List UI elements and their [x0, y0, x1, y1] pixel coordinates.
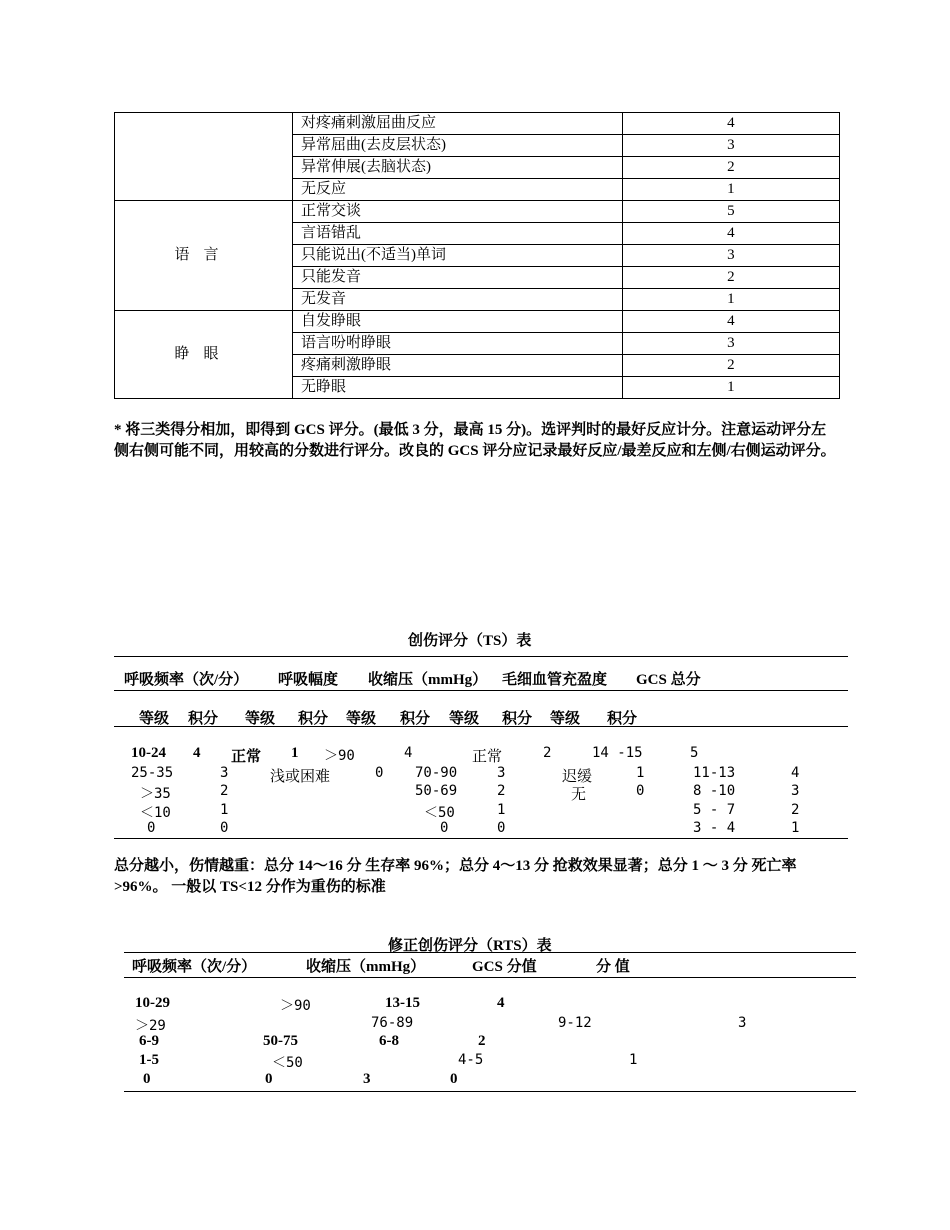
- ts-cell: 4: [404, 745, 413, 761]
- ts-cell: ＞35: [140, 786, 171, 802]
- row-desc: 异常伸展(去脑状态): [292, 157, 622, 179]
- ts-cell: 4: [791, 765, 800, 781]
- ts-sub-grade: 等级: [449, 711, 480, 727]
- ts-header-systolic: 收缩压（mmHg）: [368, 672, 488, 688]
- rts-header-gcs: GCS 分值: [472, 959, 537, 975]
- rts-cell: 2: [478, 1033, 486, 1049]
- row-desc: 无发音: [292, 289, 622, 311]
- ts-sub-score: 积分: [298, 711, 329, 727]
- rts-top-rule: [124, 952, 856, 953]
- ts-cell: 11-13: [693, 765, 736, 781]
- row-desc: 只能发音: [292, 267, 622, 289]
- gcs-note: * 将三类得分相加，即得到 GCS 评分。(最低 3 分，最高 15 分)。选评判时的最好反应计分。注意运动评分左侧右侧可能不同，用较高的分数进行评分。改良的 GCS 评分应记录最好反应/最差反应和左侧/右侧运动评分。: [114, 422, 836, 459]
- category-verbal: 语言: [115, 201, 293, 311]
- row-score: 3: [622, 333, 839, 355]
- row-desc: 语言吩咐睁眼: [292, 333, 622, 355]
- gcs-table: [114, 112, 840, 399]
- ts-cell: 1: [791, 820, 800, 836]
- ts-cell: 正常: [231, 749, 262, 765]
- row-desc: 对疼痛刺激屈曲反应: [292, 113, 622, 135]
- ts-cell: ＜10: [140, 805, 171, 821]
- ts-cell: 迟缓: [562, 769, 593, 785]
- rts-cell: ＞29: [135, 1018, 166, 1034]
- row-score: 1: [622, 289, 839, 311]
- ts-cell: 8 -10: [693, 783, 736, 799]
- ts-title: 创伤评分（TS）表: [408, 633, 532, 649]
- ts-sub-grade: 等级: [346, 711, 377, 727]
- ts-top-rule: [114, 656, 848, 657]
- category-motor: [115, 113, 293, 201]
- ts-sub-score: 积分: [607, 711, 638, 727]
- ts-cell: 1: [497, 802, 506, 818]
- rts-cell: 9-12: [558, 1015, 592, 1031]
- rts-cell: 13-15: [385, 995, 420, 1011]
- ts-sub-grade: 等级: [139, 711, 170, 727]
- rts-cell: 0: [143, 1071, 151, 1087]
- ts-header-resp-amp: 呼吸幅度: [278, 672, 339, 688]
- rts-cell: ＞90: [280, 998, 311, 1014]
- ts-cell: 4: [193, 745, 201, 761]
- ts-cell: 0: [440, 820, 449, 836]
- ts-cell: 3: [220, 765, 229, 781]
- ts-header-gcs-total: GCS 总分: [636, 672, 701, 688]
- row-score: 4: [622, 113, 839, 135]
- ts-cell: 50-69: [415, 783, 458, 799]
- rts-cell: 10-29: [135, 995, 170, 1011]
- table-row: [115, 201, 840, 223]
- rts-cell: 76-89: [371, 1015, 414, 1031]
- ts-sub-score: 积分: [400, 711, 431, 727]
- ts-cell: 0: [497, 820, 506, 836]
- ts-cell: ＞90: [324, 748, 355, 764]
- ts-subheader-rule: [114, 726, 848, 727]
- rts-cell: 6-8: [379, 1033, 399, 1049]
- rts-cell: 4-5: [458, 1052, 484, 1068]
- ts-cell: 2: [220, 783, 229, 799]
- ts-header-capillary: 毛细血管充盈度: [502, 672, 608, 688]
- category-eye: 睁眼: [115, 311, 293, 399]
- ts-cell: 25-35: [131, 765, 174, 781]
- row-desc: 无睁眼: [292, 377, 622, 399]
- ts-cell: 14 -15: [592, 745, 643, 761]
- rts-cell: 0: [450, 1071, 458, 1087]
- ts-cell: 5: [690, 745, 699, 761]
- row-score: 4: [622, 223, 839, 245]
- table-row: [115, 311, 840, 333]
- rts-cell: 50-75: [263, 1033, 298, 1049]
- rts-header-rule: [124, 977, 856, 978]
- rts-bottom-rule: [124, 1091, 856, 1092]
- ts-sub-grade: 等级: [550, 711, 581, 727]
- row-desc: 正常交谈: [292, 201, 622, 223]
- row-desc: 异常屈曲(去皮层状态): [292, 135, 622, 157]
- ts-cell: 无: [571, 787, 587, 803]
- ts-cell: 3: [497, 765, 506, 781]
- ts-cell: 2: [497, 783, 506, 799]
- ts-cell: 70-90: [415, 765, 458, 781]
- rts-header-systolic: 收缩压（mmHg）: [306, 959, 426, 975]
- ts-cell: 2: [791, 802, 800, 818]
- row-score: 3: [622, 135, 839, 157]
- row-desc: 自发睁眼: [292, 311, 622, 333]
- rts-header-value: 分 值: [596, 959, 630, 975]
- row-score: 5: [622, 201, 839, 223]
- rts-cell: 4: [497, 995, 505, 1011]
- rts-cell: 1-5: [139, 1052, 159, 1068]
- rts-cell: 1: [629, 1052, 638, 1068]
- ts-cell: ＜50: [424, 805, 455, 821]
- rts-cell: 6-9: [139, 1033, 159, 1049]
- rts-cell: ＜50: [272, 1055, 303, 1071]
- row-score: 2: [622, 267, 839, 289]
- ts-header-resp-rate: 呼吸频率（次/分）: [124, 672, 249, 688]
- rts-cell: 3: [363, 1071, 371, 1087]
- row-desc: 疼痛刺激睁眼: [292, 355, 622, 377]
- ts-note: 总分越小，伤情越重：总分 14～16 分 生存率 96%；总分 4～13 分 抢救效果显著；总分 1 ～ 3 分 死亡率>96%。 一般以 TS<12 分作为重伤的标准: [114, 858, 797, 895]
- ts-cell: 1: [291, 745, 299, 761]
- ts-cell: 1: [220, 802, 229, 818]
- rts-title: 修正创伤评分（RTS）表: [388, 938, 552, 954]
- ts-cell: 5 - 7: [693, 802, 736, 818]
- row-desc: 言语错乱: [292, 223, 622, 245]
- ts-sub-score: 积分: [188, 711, 219, 727]
- rts-cell: 3: [738, 1015, 747, 1031]
- row-score: 2: [622, 157, 839, 179]
- ts-cell: 0: [147, 820, 156, 836]
- ts-cell: 10-24: [131, 745, 166, 761]
- rts-header-resp-rate: 呼吸频率（次/分）: [132, 959, 257, 975]
- ts-cell: 1: [636, 765, 645, 781]
- ts-header-rule: [114, 690, 848, 691]
- ts-bottom-rule: [114, 838, 848, 839]
- row-score: 3: [622, 245, 839, 267]
- row-desc: 只能说出(不适当)单词: [292, 245, 622, 267]
- ts-sub-score: 积分: [502, 711, 533, 727]
- ts-cell: 0: [636, 783, 645, 799]
- row-desc: 无反应: [292, 179, 622, 201]
- ts-cell: 正常: [472, 749, 503, 765]
- row-score: 1: [622, 377, 839, 399]
- ts-cell: 3 - 4: [693, 820, 736, 836]
- ts-cell: 0: [375, 765, 384, 781]
- ts-cell: 2: [543, 745, 552, 761]
- ts-sub-grade: 等级: [245, 711, 276, 727]
- ts-cell: 0: [220, 820, 229, 836]
- ts-cell: 浅或困难: [270, 769, 331, 785]
- row-score: 4: [622, 311, 839, 333]
- table-row: [115, 113, 840, 135]
- row-score: 1: [622, 179, 839, 201]
- rts-cell: 0: [265, 1071, 273, 1087]
- row-score: 2: [622, 355, 839, 377]
- ts-cell: 3: [791, 783, 800, 799]
